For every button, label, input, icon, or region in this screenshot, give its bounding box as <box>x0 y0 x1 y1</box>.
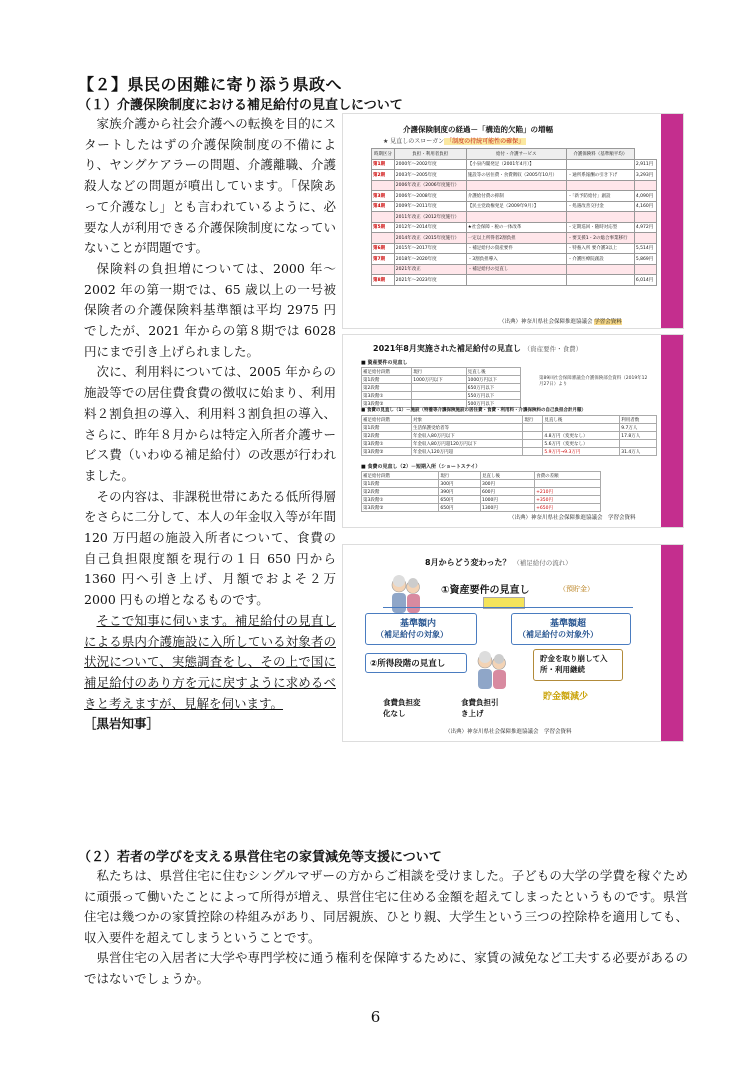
history-table <box>371 148 657 286</box>
table-cell: ・特養入所 要介護3以上 <box>566 243 634 254</box>
table-row <box>372 233 657 244</box>
within-label: 基準額内 <box>400 619 437 629</box>
table-cell: 補足給付段階 <box>362 368 412 376</box>
table-cell: 650円 <box>439 496 481 504</box>
step2-box <box>365 653 467 673</box>
table-cell: 第3段階① <box>362 496 439 504</box>
table-cell: ・介護医療院創設 <box>566 254 634 265</box>
table-cell <box>372 233 395 244</box>
table-header: 給付・介護サービス <box>466 149 566 160</box>
table-row <box>372 264 657 275</box>
table-cell: 2,911円 <box>634 159 656 170</box>
table-cell <box>566 180 634 191</box>
part1-label: ■ 資産要件の見直し <box>361 360 408 366</box>
table-cell: 第3段階② <box>362 448 412 456</box>
table-cell: 600円 <box>480 488 534 496</box>
table-row <box>372 201 657 212</box>
table-cell: 2018年～2020年度 <box>394 254 466 265</box>
table-row <box>362 424 657 432</box>
slide-title: 2021年8月実施された補足給付の見直し （資産要件・食費） <box>373 344 583 353</box>
table-cell: 年金収入80万円超120万円以下 <box>411 440 522 448</box>
table-cell <box>372 264 395 275</box>
question-paragraph: そこで知事に伺います。補足給付の見直しによる県内介護施設に入所している対象者の状況について、実態調査をし、その上で国に補足給付のあり方を元に戻すように求めるべきと考えますが、見解を伺います。 <box>84 612 336 711</box>
table-row <box>362 504 601 512</box>
table-cell: 見直し後 <box>480 472 534 480</box>
table-row <box>372 159 657 170</box>
table-cell: 3,293円 <box>634 170 656 181</box>
table-cell: ・補足給付の資産要件 <box>466 243 566 254</box>
table-cell <box>543 424 620 432</box>
table-row <box>372 275 657 286</box>
table-cell: 第2段階 <box>362 432 412 440</box>
slide-title: 介護保険制度の経過－「構造的欠陥」の増幅 <box>403 125 553 134</box>
step1-box <box>435 577 615 603</box>
table-row <box>372 243 657 254</box>
table-cell: 2015年～2017年度 <box>394 243 466 254</box>
slide-accent-bar <box>661 545 683 741</box>
table-cell: 1000円 <box>480 496 534 504</box>
table-cell: 31.4万人 <box>620 448 657 456</box>
table-cell <box>523 440 543 448</box>
slide-source: （出典）神奈川県社会保障推進協議会 学習会資料 <box>509 515 636 521</box>
over-sub: （補足給付の対象外） <box>518 630 598 639</box>
table-row <box>372 254 657 265</box>
table-cell: 第1段階 <box>362 424 412 432</box>
table-cell <box>372 180 395 191</box>
table-cell: 補足給付段階 <box>362 416 412 424</box>
table-cell: ・3割負担導入 <box>466 254 566 265</box>
table-cell: 第3段階① <box>362 440 412 448</box>
table-cell: 第3段階② <box>362 504 439 512</box>
table-cell: 生活保護受給者等 <box>411 424 522 432</box>
table-cell: 現行 <box>439 472 481 480</box>
slide-title: 8月からどう変わった？ （補足給付の流れ） <box>425 558 572 567</box>
table-cell <box>634 212 656 223</box>
part1-note: 第89回社会保障審議会介護保険部会資料（2019年12月27日）より <box>539 376 648 387</box>
table-cell: 390円 <box>439 488 481 496</box>
table-cell: +650円 <box>535 504 601 512</box>
table-row <box>362 416 657 424</box>
table-cell: 4,972円 <box>634 222 656 233</box>
table-cell: 第5期 <box>372 222 395 233</box>
table-cell: 対象 <box>411 416 522 424</box>
step2-label: ②所得段階の見直し <box>370 659 446 669</box>
part3-label: ■ 食費の見直し（2）－短期入所（ショートステイ） <box>361 464 481 470</box>
facility-food-table <box>361 415 657 456</box>
paragraph: 家族介護から社会介護への転換を目的にスタートしたはずの介護保険制度の不備により、ヤングケアラーの問題、介護離職、介護殺人などの問題が噴出しています。「保険あって介護なし」とも言われているように、必要な人が利用できる介護保険制度になっていないことが問題です。 <box>84 116 336 256</box>
table-cell: 2012年～2014年度 <box>394 222 466 233</box>
table-cell <box>412 384 466 392</box>
paragraph: 次に、利用料については、2005 年からの施設等での居住費食費の徴収に始まり、利用料２割負担の導入、利用料３割負担の導入、さらに、昨年８月からは特定入所者介護サービス費（いわゆる補足給付）の改悪が行われました。 <box>84 364 336 483</box>
branch-line <box>383 607 633 608</box>
table-row <box>362 440 657 448</box>
over-label: 基準額超 <box>550 619 587 629</box>
table-header: 介護保険料（基準額平均） <box>566 149 634 160</box>
table-cell: 2014年改正（2015年度施行） <box>394 233 466 244</box>
table-cell: 2021年～2023年度 <box>394 275 466 286</box>
table-cell: 2000年～2002年度 <box>394 159 466 170</box>
no-change-label: 食費負担変化なし <box>383 698 421 718</box>
table-cell: 650万円以下 <box>466 384 520 392</box>
table-row <box>362 480 601 488</box>
table-cell: ・要支援1・2の総合事業移行 <box>566 233 634 244</box>
table-cell <box>372 212 395 223</box>
table-header: 時期区分 <box>372 149 395 160</box>
table-cell: 利用者数 <box>620 416 657 424</box>
paragraph: 保険料の負担増については、2000 年～2002 年の第一期では、65 歳以上の一号被保険者の介護保険料基準額は平均 2975 円でしたが、2021 年からの第８期では 6028 円にまで引き上げられました。 <box>84 260 336 359</box>
table-cell: 2006年～2008年度 <box>394 191 466 202</box>
increase-label: 食費負担引き上げ <box>461 698 499 718</box>
table-cell <box>566 275 634 286</box>
within-sub: （補足給付の対象） <box>376 630 448 639</box>
table-cell: 第4期 <box>372 201 395 212</box>
table-cell: 1000万円以下 <box>466 376 520 384</box>
answerer-label: ［黒岩知事］ <box>84 716 160 732</box>
slide-care-insurance-history <box>343 114 683 328</box>
table-row <box>372 170 657 181</box>
table-cell: 550万円以下 <box>466 392 520 400</box>
table-cell: 現行 <box>523 416 543 424</box>
table-cell: 第1段階 <box>362 480 439 488</box>
savings-box <box>533 649 623 681</box>
table-row <box>362 432 657 440</box>
paragraph: 県営住宅の入居者に大学や専門学校に通う権利を保障するために、家賃の減免など工夫する必要があるのではないでしょうか。 <box>84 950 688 986</box>
table-cell: 介護給付費の抑制 <box>466 191 566 202</box>
section-heading: 【２】県民の困難に寄り添う県政へ <box>78 75 343 94</box>
table-cell <box>466 180 566 191</box>
table-cell <box>566 159 634 170</box>
table-cell: 第2段階 <box>362 384 412 392</box>
table-cell: 年金収入120万円超 <box>411 448 522 456</box>
table-row <box>372 222 657 233</box>
step1-label: ①資産要件の見直し <box>441 585 530 596</box>
table-cell: 1000万円以下 <box>412 376 466 384</box>
table-cell: 現行 <box>412 368 466 376</box>
table-row <box>372 212 657 223</box>
table-cell: 650円 <box>439 504 481 512</box>
table-row <box>362 496 601 504</box>
table-cell: ・定期巡回・随時対応型 <box>566 222 634 233</box>
table-row <box>362 392 521 400</box>
table-cell: 第2期 <box>372 170 395 181</box>
subsection-title-2: （２）若者の学びを支える県営住宅の家賃減免等支援について <box>78 850 442 865</box>
decrease-label: 貯金額減少 <box>543 692 589 702</box>
table-cell: 食費の差額 <box>535 472 601 480</box>
table-cell: 17.8万人 <box>620 432 657 440</box>
table-cell: 【民主党政権発足（2009年9月）】 <box>466 201 566 212</box>
table-cell: 5,514円 <box>634 243 656 254</box>
table-row <box>362 472 601 480</box>
table-cell <box>634 264 656 275</box>
table-cell: 2021年改正 <box>394 264 466 275</box>
table-cell: 見直し後 <box>543 416 620 424</box>
over-standard-box <box>511 613 631 645</box>
paragraph: 私たちは、県営住宅に住むシングルマザーの方からご相談を受けました。子どもの大学の学費を稼ぐために頑張って働いたことによって所得が増え、県営住宅に住める金額を超えてしまったというものです。県営住宅は幾つかの家賃控除の枠組みがあり、同居親族、ひとり親、大学生という三つの控除枠を適用しても、収入要件を超えてしまうということです。 <box>84 868 688 945</box>
table-cell: 第3段階② <box>362 400 412 408</box>
paragraph: その内容は、非課税世帯にあたる低所得層をさらに二分して、本人の年金収入等が年間 120 万円超の施設入所者について、食費の自己負担限度額を現行の１日 650 円から 1360 円へ引き上げ、月額でおよそ２万 2000 円もの増となるものです。 <box>84 488 336 608</box>
table-cell: ★社会保障・税の一体改革 <box>466 222 566 233</box>
slide-supplementary-benefit-review <box>343 335 683 527</box>
table-cell: ・「新予防給付」創設 <box>566 191 634 202</box>
slide-source: （出典）神奈川県社会保障推進協議会 学習会資料 <box>445 729 572 735</box>
elderly-couple-icon <box>475 651 509 691</box>
table-cell: ・処遇改善交付金 <box>566 201 634 212</box>
slide-accent-bar <box>661 114 683 328</box>
table-row <box>362 384 521 392</box>
table-cell: 9.7万人 <box>620 424 657 432</box>
table-cell <box>634 180 656 191</box>
slide-benefit-flow <box>343 545 683 741</box>
table-row <box>372 180 657 191</box>
table-cell: 4,160円 <box>634 201 656 212</box>
step1-note: （預貯金） <box>559 585 594 593</box>
table-cell: 6,014円 <box>634 275 656 286</box>
table-cell <box>466 212 566 223</box>
table-cell: +350円 <box>535 496 601 504</box>
table-cell <box>535 480 601 488</box>
table-cell: 2003年～2005年度 <box>394 170 466 181</box>
table-cell: 4,090円 <box>634 191 656 202</box>
table-cell: 5.6万円（変更なし） <box>543 440 620 448</box>
table-cell <box>412 392 466 400</box>
table-cell: 2011年改正（2012年度施行） <box>394 212 466 223</box>
slide-source: （出典）神奈川県社会保障推進協議会 学習会資料 <box>499 319 622 325</box>
section2-body <box>84 866 688 989</box>
part2-label: ■ 食費の見直し（1）－施設（特養等介護保険施設の居住費・食費・利用料・介護保険料の自己負担合計月額） <box>361 408 586 413</box>
page-number: 6 <box>370 1008 381 1026</box>
table-cell: 1300円 <box>480 504 534 512</box>
subsection-title-1: （１）介護保険制度における補足給付の見直しについて <box>78 98 403 113</box>
table-row <box>362 488 601 496</box>
table-cell: 第3期 <box>372 191 395 202</box>
table-cell <box>523 432 543 440</box>
table-cell: 見直し後 <box>466 368 520 376</box>
asset-table <box>361 367 521 408</box>
table-cell: 第7期 <box>372 254 395 265</box>
table-cell: 施設等の居住費・食費徴収（2005年10月） <box>466 170 566 181</box>
table-cell <box>523 424 543 432</box>
table-cell: ・補足給付の見直し <box>466 264 566 275</box>
savings-label: 貯金を取り崩して入所・利用継続 <box>540 654 608 674</box>
slide-accent-bar <box>661 335 683 527</box>
section1-body <box>84 114 336 735</box>
table-cell: 第1段階 <box>362 376 412 384</box>
table-cell: 300円 <box>480 480 534 488</box>
slide-subtitle: ★ 見直しのスローガン 「制度の持続可能性の確保」 <box>383 138 525 145</box>
table-cell: 第6期 <box>372 243 395 254</box>
table-cell: 2009年～2011年度 <box>394 201 466 212</box>
table-cell: +210円 <box>535 488 601 496</box>
table-cell: 第1期 <box>372 159 395 170</box>
table-row <box>362 448 657 456</box>
table-cell: 一定以上所得者2割負担 <box>466 233 566 244</box>
table-cell: 300円 <box>439 480 481 488</box>
table-cell: 5,869円 <box>634 254 656 265</box>
table-cell: ・通所系報酬の引き下げ <box>566 170 634 181</box>
elderly-couple-icon <box>389 575 423 615</box>
table-cell: 年金収入80万円以下 <box>411 432 522 440</box>
table-cell: 第8期 <box>372 275 395 286</box>
within-standard-box <box>365 613 477 645</box>
table-cell: 2006年改正（2006年度施行） <box>394 180 466 191</box>
table-row <box>372 191 657 202</box>
table-cell: 第3段階① <box>362 392 412 400</box>
table-cell: 500万円以下 <box>466 400 520 408</box>
table-cell <box>523 448 543 456</box>
table-header: 負担・利用者負担 <box>394 149 466 160</box>
table-cell: 4.8万円（変更なし） <box>543 432 620 440</box>
table-cell: 補足給付段階 <box>362 472 439 480</box>
table-cell <box>634 233 656 244</box>
table-cell: 5.9万円→9.3万円 <box>543 448 620 456</box>
table-row <box>362 376 521 384</box>
table-cell <box>566 264 634 275</box>
table-cell <box>466 275 566 286</box>
table-cell <box>620 440 657 448</box>
table-cell: 第2段階 <box>362 488 439 496</box>
table-cell: 【小泉内閣発足（2001年4月）】 <box>466 159 566 170</box>
table-row <box>362 368 521 376</box>
table-cell <box>566 212 634 223</box>
shortstay-food-table <box>361 471 601 512</box>
